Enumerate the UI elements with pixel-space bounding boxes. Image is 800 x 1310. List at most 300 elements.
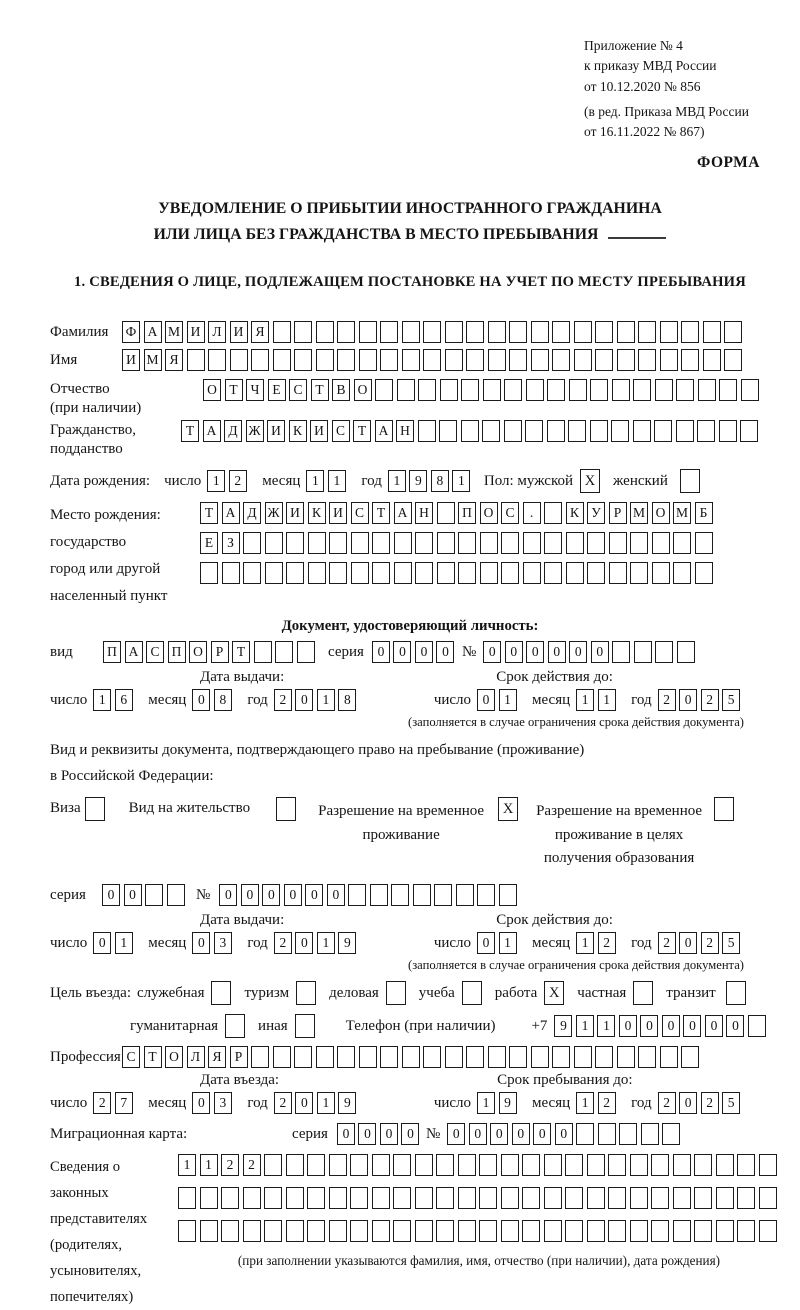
form-cell: 0 (262, 884, 280, 906)
form-cell (660, 349, 678, 371)
form-cell (265, 562, 283, 584)
form-cell (445, 1046, 463, 1068)
entry-date-heading: Дата въезда: (200, 1072, 280, 1089)
form-cell: 0 (683, 1015, 701, 1037)
form-cell: 2 (274, 932, 292, 954)
form-cell (477, 884, 495, 906)
form-cell: Т (311, 379, 329, 401)
form-cell (273, 321, 291, 343)
form-cell (547, 420, 565, 442)
entry-year (274, 1092, 360, 1114)
form-cell (243, 1187, 261, 1209)
doc-type-label: вид (50, 644, 73, 661)
day-word: число (433, 934, 472, 951)
form-cell (595, 321, 613, 343)
form-cell (522, 1220, 540, 1242)
birthplace-row1-cells (200, 502, 716, 524)
form-cell (415, 532, 433, 554)
profession-cells (122, 1046, 703, 1068)
form-cell (759, 1187, 777, 1209)
representatives-labels (50, 1154, 178, 1310)
form-cell (273, 349, 291, 371)
form-cell (488, 349, 506, 371)
form-cell: С (289, 379, 307, 401)
form-cell (200, 1187, 218, 1209)
form-cell (655, 379, 673, 401)
residence-issue-day (93, 932, 136, 954)
month-word: месяц (262, 472, 301, 489)
form-cell (439, 420, 457, 442)
form-cell: Т (372, 502, 390, 524)
form-cell (350, 1187, 368, 1209)
form-cell (660, 321, 678, 343)
form-cell: 0 (192, 689, 210, 711)
identity-issue-month (192, 689, 235, 711)
temp-residence-label-line1: Разрешение на временное (318, 803, 485, 820)
form-cell: 5 (722, 932, 740, 954)
form-cell (351, 532, 369, 554)
form-cell (681, 349, 699, 371)
year-word: год (247, 934, 268, 951)
form-cell (436, 1187, 454, 1209)
form-cell: 0 (477, 689, 495, 711)
migration-number-word: № (425, 1126, 441, 1143)
form-cell (547, 379, 565, 401)
form-cell (501, 1187, 519, 1209)
form-cell (719, 420, 737, 442)
purpose-label: Цель въезда: (50, 984, 131, 1001)
residence-valid-day (477, 932, 520, 954)
surname-row (50, 321, 770, 343)
profession-label: Профессия (50, 1049, 121, 1066)
form-cell (609, 532, 627, 554)
birthplace-label-line2: государство (50, 534, 127, 551)
form-cell: 0 (469, 1123, 487, 1145)
form-cell (504, 379, 522, 401)
form-cell (633, 379, 651, 401)
form-cell (394, 532, 412, 554)
form-cell: В (332, 379, 350, 401)
form-cell (329, 562, 347, 584)
form-cell (418, 379, 436, 401)
birthdate-label: Дата рождения: (50, 472, 151, 489)
form-cell (488, 321, 506, 343)
form-cell (522, 1154, 540, 1176)
form-cell: С (332, 420, 350, 442)
identity-doc-heading: Документ, удостоверяющий личность: (281, 618, 539, 635)
form-cell (394, 562, 412, 584)
form-cell: 0 (526, 641, 544, 663)
citizenship-row (50, 420, 770, 459)
form-cell (522, 1187, 540, 1209)
form-cell (479, 1187, 497, 1209)
form-cell (587, 562, 605, 584)
section1-heading: 1. СВЕДЕНИЯ О ЛИЦЕ, ПОДЛЕЖАЩЕМ ПОСТАНОВКЕ НА УЧЕТ ПО МЕСТУ ПРЕБЫВАНИЯ (74, 274, 746, 291)
form-cell: О (354, 379, 372, 401)
form-cell (243, 1220, 261, 1242)
form-cell (552, 1046, 570, 1068)
identity-doc-row (50, 641, 770, 663)
form-cell: А (144, 321, 162, 343)
form-cell (523, 532, 541, 554)
form-cell (437, 502, 455, 524)
form-cell: И (310, 420, 328, 442)
form-cell: Р (230, 1046, 248, 1068)
form-cell (531, 321, 549, 343)
form-title-line2 (50, 222, 770, 248)
form-cell: 1 (178, 1154, 196, 1176)
form-cell (694, 1187, 712, 1209)
form-cell: А (125, 641, 143, 663)
form-cell: Ф (122, 321, 140, 343)
birthplace-label-line3: город или другой (50, 561, 161, 578)
form-cell: 0 (662, 1015, 680, 1037)
visa-option (50, 797, 105, 821)
form-cell (466, 349, 484, 371)
month-word: месяц (148, 1094, 187, 1111)
form-cell: 2 (93, 1092, 111, 1114)
form-cell: С (351, 502, 369, 524)
form-cell: 0 (477, 932, 495, 954)
identity-valid-month (576, 689, 619, 711)
form-cell (251, 1046, 269, 1068)
form-cell (697, 420, 715, 442)
form-cell (307, 1154, 325, 1176)
form-cell (251, 349, 269, 371)
form-cell (574, 321, 592, 343)
form-cell (638, 349, 656, 371)
form-cell: 2 (658, 932, 676, 954)
purpose-opt6-label: частная (577, 984, 627, 1001)
form-cell: 9 (409, 470, 427, 492)
form-cell (178, 1220, 196, 1242)
form-cell (372, 532, 390, 554)
form-cell (466, 321, 484, 343)
form-cell: 2 (598, 932, 616, 954)
day-word: число (164, 472, 202, 489)
form-cell: 8 (431, 470, 449, 492)
entry-month (192, 1092, 235, 1114)
form-cell: 0 (93, 932, 111, 954)
migration-card-label: Миграционная карта: (50, 1126, 188, 1143)
temp-residence-education-label (536, 797, 702, 870)
form-cell (351, 562, 369, 584)
form-cell: 1 (499, 689, 517, 711)
form-cell (286, 1187, 304, 1209)
phone-label: Телефон (при наличии) (345, 1017, 496, 1034)
form-cell (380, 321, 398, 343)
form-cell (569, 379, 587, 401)
form-cell: 1 (598, 689, 616, 711)
form-cell: 0 (555, 1123, 573, 1145)
year-word: год (631, 1094, 652, 1111)
form-cell: 1 (207, 470, 225, 492)
form-cell: Л (187, 1046, 205, 1068)
form-cell (254, 641, 272, 663)
form-cell: И (230, 321, 248, 343)
form-cell (740, 420, 758, 442)
form-cell: 1 (388, 470, 406, 492)
residence-permit-option (129, 797, 296, 821)
form-cell (337, 349, 355, 371)
purpose-opt5-checkbox: X (544, 981, 564, 1005)
form-cell: 0 (295, 1092, 313, 1114)
form-cell (372, 1154, 390, 1176)
purpose-opt7-label: транзит (666, 984, 716, 1001)
temp-residence-option (318, 797, 518, 847)
form-cell (415, 562, 433, 584)
form-cell (461, 379, 479, 401)
form-cell: 1 (317, 932, 335, 954)
stay-day (477, 1092, 520, 1114)
form-cell (436, 1154, 454, 1176)
form-cell (200, 562, 218, 584)
form-cell (187, 349, 205, 371)
form-cell (145, 884, 163, 906)
form-cell: А (222, 502, 240, 524)
form-cell (630, 1220, 648, 1242)
form-cell: Т (144, 1046, 162, 1068)
form-cell (531, 349, 549, 371)
form-cell (461, 420, 479, 442)
form-cell (337, 1046, 355, 1068)
form-cell: Е (268, 379, 286, 401)
entry-dates-row (50, 1092, 770, 1114)
form-cell (544, 1187, 562, 1209)
sex-female-checkbox (680, 469, 700, 493)
entry-date-headings (50, 1072, 770, 1089)
form-cell (716, 1154, 734, 1176)
residence-issue-month (192, 932, 235, 954)
form-cell (329, 532, 347, 554)
citizenship-label-line2: подданство (50, 441, 123, 458)
residence-number-cells (219, 884, 520, 906)
visa-checkbox (85, 797, 105, 821)
form-cell (380, 349, 398, 371)
phone-prefix: +7 (531, 1017, 548, 1034)
form-cell (350, 1154, 368, 1176)
stay-until-heading: Срок пребывания до: (497, 1072, 633, 1089)
form-cell (654, 420, 672, 442)
doc-number-cells (483, 641, 698, 663)
migration-seriya-cells (337, 1123, 423, 1145)
form-cell (655, 641, 673, 663)
appendix-edit-note-line: (в ред. Приказа МВД России (584, 103, 749, 119)
form-cell: И (122, 349, 140, 371)
form-cell: А (203, 420, 221, 442)
residence-seriya-cells (102, 884, 188, 906)
form-cell: П (103, 641, 121, 663)
form-cell (380, 1046, 398, 1068)
forma-label: ФОРМА (696, 154, 760, 172)
form-cell (525, 420, 543, 442)
form-cell (350, 1220, 368, 1242)
form-cell (694, 1220, 712, 1242)
form-cell (590, 420, 608, 442)
form-cell (294, 321, 312, 343)
identity-date-headings (50, 669, 770, 686)
form-cell: И (286, 502, 304, 524)
form-cell (673, 1220, 691, 1242)
form-cell (167, 884, 185, 906)
form-cell: И (267, 420, 285, 442)
form-cell (479, 1220, 497, 1242)
form-cell (737, 1187, 755, 1209)
form-cell: А (375, 420, 393, 442)
form-cell: Т (353, 420, 371, 442)
form-cell (265, 532, 283, 554)
form-cell (178, 1187, 196, 1209)
residence-options-row (50, 797, 770, 870)
form-cell (716, 1187, 734, 1209)
form-cell: О (189, 641, 207, 663)
identity-valid-year (658, 689, 744, 711)
form-cell (630, 1154, 648, 1176)
form-cell: 0 (401, 1123, 419, 1145)
form-cell (673, 532, 691, 554)
form-cell: Ж (265, 502, 283, 524)
migration-card-row (50, 1123, 770, 1145)
representatives-label-line4: (родителях, (50, 1237, 123, 1254)
residence-intro (50, 738, 770, 789)
form-cell: 9 (554, 1015, 572, 1037)
form-cell: 0 (393, 641, 411, 663)
form-cell: 2 (229, 470, 247, 492)
form-cell (423, 1046, 441, 1068)
form-cell: 0 (241, 884, 259, 906)
form-cell (415, 1154, 433, 1176)
form-cell (307, 1220, 325, 1242)
month-word: месяц (532, 934, 571, 951)
form-cell (458, 1220, 476, 1242)
form-cell (264, 1154, 282, 1176)
form-cell (748, 1015, 766, 1037)
form-cell (458, 562, 476, 584)
form-cell (445, 321, 463, 343)
migration-seriya-word: серия (292, 1126, 328, 1143)
representatives-caption: (при заполнении указываются фамилия, имя, отчество (при наличии), дата рождения) (237, 1253, 721, 1269)
birth-day-cells (207, 470, 250, 492)
form-cell: 2 (658, 689, 676, 711)
form-cell (531, 1046, 549, 1068)
form-cell (660, 1046, 678, 1068)
form-cell (673, 562, 691, 584)
year-word: год (247, 691, 268, 708)
form-cell: 1 (317, 689, 335, 711)
birth-year-cells (388, 470, 474, 492)
form-cell (651, 1187, 669, 1209)
form-cell (617, 349, 635, 371)
form-cell (316, 1046, 334, 1068)
form-cell (724, 321, 742, 343)
form-cell (440, 379, 458, 401)
representatives-label-line1: Сведения о (50, 1159, 121, 1176)
visa-label: Виза (50, 800, 81, 817)
form-cell (617, 1046, 635, 1068)
purpose-opt2-label: туризм (244, 984, 290, 1001)
temp-residence-education-line3: получения образования (543, 849, 695, 866)
form-cell (415, 1187, 433, 1209)
form-cell (501, 532, 519, 554)
form-cell: М (144, 349, 162, 371)
form-cell (221, 1187, 239, 1209)
form-cell (413, 884, 431, 906)
appendix-block (584, 36, 762, 142)
representatives-row1-cells (178, 1154, 780, 1176)
form-cell (509, 321, 527, 343)
form-cell: К (566, 502, 584, 524)
form-cell (544, 502, 562, 524)
form-cell (423, 321, 441, 343)
form-cell (652, 562, 670, 584)
form-cell: 0 (219, 884, 237, 906)
form-cell (393, 1220, 411, 1242)
form-cell (694, 1154, 712, 1176)
form-cell (590, 379, 608, 401)
form-cell (402, 321, 420, 343)
form-cell (609, 562, 627, 584)
form-cell (611, 420, 629, 442)
form-cell (698, 379, 716, 401)
residence-permit-label: Вид на жительство (128, 800, 251, 817)
form-cell: С (501, 502, 519, 524)
patronymic-label-line1: Отчество (50, 381, 110, 398)
form-cell (222, 562, 240, 584)
form-cell (393, 1187, 411, 1209)
form-cell (273, 1046, 291, 1068)
temp-residence-education-line2: проживание в целях (554, 826, 684, 843)
form-cell: Р (211, 641, 229, 663)
purpose-opt4-label: учеба (418, 984, 455, 1001)
form-cell (488, 1046, 506, 1068)
form-cell (676, 379, 694, 401)
residence-intro-line2: в Российской Федерации: (50, 767, 214, 784)
form-cell: И (187, 321, 205, 343)
form-cell: 9 (338, 1092, 356, 1114)
day-word: число (50, 934, 88, 951)
form-cell: 0 (726, 1015, 744, 1037)
form-cell (703, 349, 721, 371)
identity-issue-day (93, 689, 136, 711)
form-cell (703, 321, 721, 343)
form-cell: 6 (115, 689, 133, 711)
representatives-label-line2: законных (50, 1185, 109, 1202)
purpose-opt7-checkbox (726, 981, 746, 1005)
form-cell (456, 884, 474, 906)
purpose-opt3-label: деловая (329, 984, 379, 1001)
purpose-row1 (50, 981, 770, 1005)
form-cell: 0 (490, 1123, 508, 1145)
form-cell: 0 (619, 1015, 637, 1037)
form-cell (445, 349, 463, 371)
form-cell (595, 1046, 613, 1068)
identity-valid-day (477, 689, 520, 711)
form-cell: А (394, 502, 412, 524)
form-cell: 9 (338, 932, 356, 954)
form-cell: М (630, 502, 648, 524)
form-cell: 2 (701, 932, 719, 954)
month-word: месяц (532, 1094, 571, 1111)
form-cell (286, 1154, 304, 1176)
form-cell: О (480, 502, 498, 524)
form-cell (673, 1187, 691, 1209)
form-cell (576, 1123, 594, 1145)
day-word: число (50, 1094, 88, 1111)
form-cell: 0 (295, 932, 313, 954)
birthdate-row (50, 469, 770, 493)
form-cell (695, 562, 713, 584)
form-cell (662, 1123, 680, 1145)
